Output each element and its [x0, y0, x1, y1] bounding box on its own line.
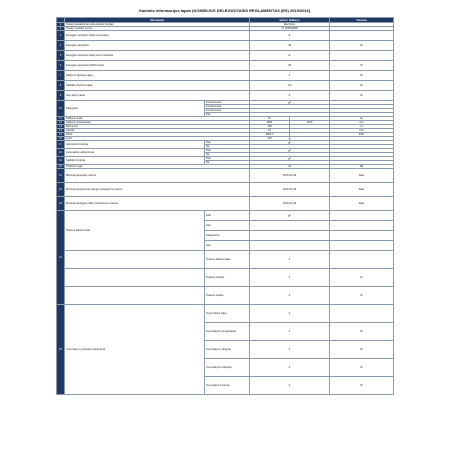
wine-subrow-unit: W	[330, 377, 394, 395]
table-row	[57, 41, 394, 51]
light-subrow-value: 0	[250, 269, 330, 287]
function-check: ✔	[250, 157, 330, 161]
noise-label: Triukšmo lygis	[65, 165, 250, 169]
row-value: E	[250, 51, 330, 61]
row-unit: W	[330, 71, 394, 81]
row-number: 1	[57, 23, 65, 27]
light-type: LED	[205, 211, 250, 221]
wine-label: Vyno laikymo prietaiso parametrai	[65, 305, 205, 395]
row-value: 0.0	[250, 81, 330, 91]
wine-subrow-unit: W	[330, 359, 394, 377]
spec-value: 120	[250, 137, 290, 141]
date-value: 2016-01-28	[250, 183, 330, 197]
header-info: Informacija	[65, 18, 250, 23]
spec-label: Plotis	[65, 133, 250, 137]
date-value: 2016-01-28	[250, 197, 330, 211]
info-table	[56, 17, 394, 395]
row-number: 4	[57, 41, 65, 51]
light-check	[250, 231, 330, 241]
function-option: Ne	[205, 145, 250, 149]
category-option: Kombinuotas	[205, 105, 250, 109]
row-label: Energijos vartojimo efektyvumo indeksas	[65, 51, 250, 61]
table-row: 24 Šviesos šaltinio tipas LED ✔	[57, 211, 394, 221]
row-label: Tiekėjo pavadinimas arba prekės ženklas	[65, 23, 250, 27]
spec-value-2: 1150	[290, 121, 330, 125]
table-row: 19 Šaldiklio funkcija Taip ✔	[57, 157, 394, 161]
spec-value: 3966	[250, 121, 290, 125]
table-row	[57, 81, 394, 91]
function-option: Ne	[205, 153, 250, 157]
row-number: 5	[57, 51, 65, 61]
light-subrow-label: Šviesos srautas	[205, 269, 250, 287]
category-check: ✔	[250, 101, 330, 105]
header-unit: Vienetas	[330, 18, 394, 23]
table-row	[57, 269, 394, 287]
table-row	[57, 251, 394, 269]
row-number: 8	[57, 81, 65, 91]
light-subrow-unit	[330, 251, 394, 269]
row-unit: W	[330, 91, 394, 101]
wine-subrow-value: 0	[250, 305, 330, 323]
light-check: ✔	[250, 211, 330, 221]
table-row: 23 Minimali atsarginių dalių prieinamumo trukmė 2016-01-28 Data	[57, 197, 394, 211]
row-label: Šaldymo skyriaus talpa	[65, 71, 250, 81]
row-value: 0	[250, 71, 330, 81]
light-check	[250, 221, 330, 231]
category-option: Kombinuotas	[205, 109, 250, 113]
function-check: ✔	[250, 149, 330, 153]
row-unit: W	[330, 81, 394, 91]
date-label: Minimali programinės įrangos atnaujinimų trukmė	[65, 183, 250, 197]
row-value: Electrolux	[250, 23, 330, 27]
function-label: Šaldiklio funkcija	[65, 157, 205, 165]
table-row: 16 Gylis 120	[57, 137, 394, 141]
date-label: Minimali atsarginių dalių prieinamumo trukmė	[65, 197, 250, 211]
category-label: Kategorija	[65, 101, 205, 117]
date-unit: Data	[330, 197, 394, 211]
spec-unit: kg	[330, 117, 394, 121]
row-unit: W	[330, 41, 394, 51]
row-value: 0	[250, 91, 330, 101]
date-label: Minimali garantijos trukmė	[65, 169, 250, 183]
row-label: Energijos sąnaudos (kWh/metus)	[65, 61, 250, 71]
noise-unit: dB	[330, 165, 394, 169]
table-row	[57, 51, 394, 61]
table-row: 13 Matmenys 108 cm	[57, 125, 394, 129]
wine-subrow-label: Vyno laikymo temperatūra	[205, 323, 250, 341]
spec-label: Šaldymo galia	[65, 117, 250, 121]
info-sheet	[56, 8, 393, 395]
row-value: TL 000000000	[250, 27, 330, 31]
wine-subrow-label: Vyno laikymo drėgmė	[205, 341, 250, 359]
category-option: Kita	[205, 113, 250, 117]
spec-unit: kWh	[330, 133, 394, 137]
row-value: E	[250, 31, 330, 41]
table-row	[57, 287, 394, 305]
light-subrow-label: Šviesos šaltinio klasė	[205, 251, 250, 269]
table-row	[57, 91, 394, 101]
light-type: Kita	[205, 221, 250, 231]
table-row	[57, 31, 394, 41]
row-number: 2	[57, 27, 65, 31]
table-row: 25 Vyno laikymo prietaiso parametrai Vyno butelių talpa 0	[57, 305, 394, 323]
spec-unit: cm	[330, 125, 394, 129]
wine-subrow-unit	[330, 305, 394, 323]
spec-value: 22	[250, 129, 290, 133]
function-option: Taip	[205, 149, 250, 153]
wine-subrow-value: 0	[250, 377, 330, 395]
function-check: ✔	[250, 141, 330, 145]
header-value: Vertė ir deklaruo	[250, 18, 330, 23]
row-label: Energijos vartojimo efektyvumo klasė	[65, 31, 250, 41]
table-row: 14 Aukštis 22 mm	[57, 129, 394, 133]
date-value: 2016-01-28	[250, 169, 330, 183]
wine-subrow-label: Vyno laikymo vibracija	[205, 359, 250, 377]
row-label: Visų skyrių talpa	[65, 91, 250, 101]
light-subrow-unit: lm	[330, 269, 394, 287]
row-unit	[330, 31, 394, 41]
wine-subrow-unit: W	[330, 323, 394, 341]
light-check	[250, 241, 330, 251]
light-subrow-value: 0	[250, 287, 330, 305]
table-row: 17 Apšvietimo funkcija Taip ✔	[57, 141, 394, 145]
table-row: 15 Plotis 3966.0 kWh	[57, 133, 394, 137]
wine-subrow-value: 0	[250, 359, 330, 377]
spec-value: 16	[250, 117, 290, 121]
light-subrow-value: 0	[250, 251, 330, 269]
wine-subrow-value: 0	[250, 323, 330, 341]
light-subrow-label: Šviesos spalva	[205, 287, 250, 305]
function-label: Apšvietimo funkcija	[65, 141, 205, 149]
function-option: Taip	[205, 141, 250, 145]
wine-subrow-unit: W	[330, 341, 394, 359]
row-value: 49	[250, 61, 330, 71]
row-number: 6	[57, 61, 65, 71]
row-label: Energijos sąnaudos	[65, 41, 250, 51]
row-unit	[330, 51, 394, 61]
category-option: Kombinuotas	[205, 101, 250, 105]
spec-unit: mm	[330, 129, 394, 133]
table-row: 18 Automatinis atitirpinimas Taip ✔	[57, 149, 394, 153]
wine-subrow-label: Vyno laikymo šviesa	[205, 377, 250, 395]
wine-subrow-value: 0	[250, 341, 330, 359]
row-number: 9	[57, 91, 65, 101]
spec-value: 3966.0	[250, 133, 290, 137]
function-option: Taip	[205, 157, 250, 161]
table-row: 20 Triukšmo lygis 42 dB	[57, 165, 394, 169]
light-type: Kita	[205, 241, 250, 251]
row-number: 3	[57, 31, 65, 41]
row-number: 10	[57, 101, 65, 117]
row-unit: W	[330, 61, 394, 71]
noise-value: 42	[250, 165, 330, 169]
sheet-title: Gaminio informacijos lapas (KOMISIJOS DELEGUOTASIS REGLAMENTAS (ES) 2019/2016)	[138, 8, 311, 13]
spec-value: 108	[250, 125, 290, 129]
table-row: 11 Šaldymo galia 16 kg	[57, 117, 394, 121]
spec-label: Šaldymo temperatūra	[65, 121, 250, 125]
table-row	[57, 61, 394, 71]
table-row: 21 Minimali garantijos trukmė 2016-01-28 Data	[57, 169, 394, 183]
light-subrow-unit: W	[330, 287, 394, 305]
light-type: Halogeninis	[205, 231, 250, 241]
spec-label: Matmenys	[65, 125, 250, 129]
row-number: 7	[57, 71, 65, 81]
function-option: Ne	[205, 161, 250, 165]
row-value: 49	[250, 41, 330, 51]
table-row	[57, 71, 394, 81]
date-unit: Data	[330, 169, 394, 183]
spec-label: Aukštis	[65, 129, 250, 133]
light-label: Šviesos šaltinio tipas	[65, 211, 205, 251]
function-label: Automatinis atitirpinimas	[65, 149, 205, 157]
wine-subrow-label: Vyno butelių talpa	[205, 305, 250, 323]
row-label: Šaldiklio skyriaus talpa	[65, 81, 250, 91]
spec-label: Gylis	[65, 137, 250, 141]
table-row: 12 Šaldymo temperatūra 3966 1150 mm	[57, 121, 394, 125]
table-row: 22 Minimali programinės įrangos atnaujinimų trukmė 2016-01-28 Data	[57, 183, 394, 197]
spec-unit: mm	[330, 121, 394, 125]
row-label: Tiekėjo modelio žymuo	[65, 27, 250, 31]
date-unit: Data	[330, 183, 394, 197]
